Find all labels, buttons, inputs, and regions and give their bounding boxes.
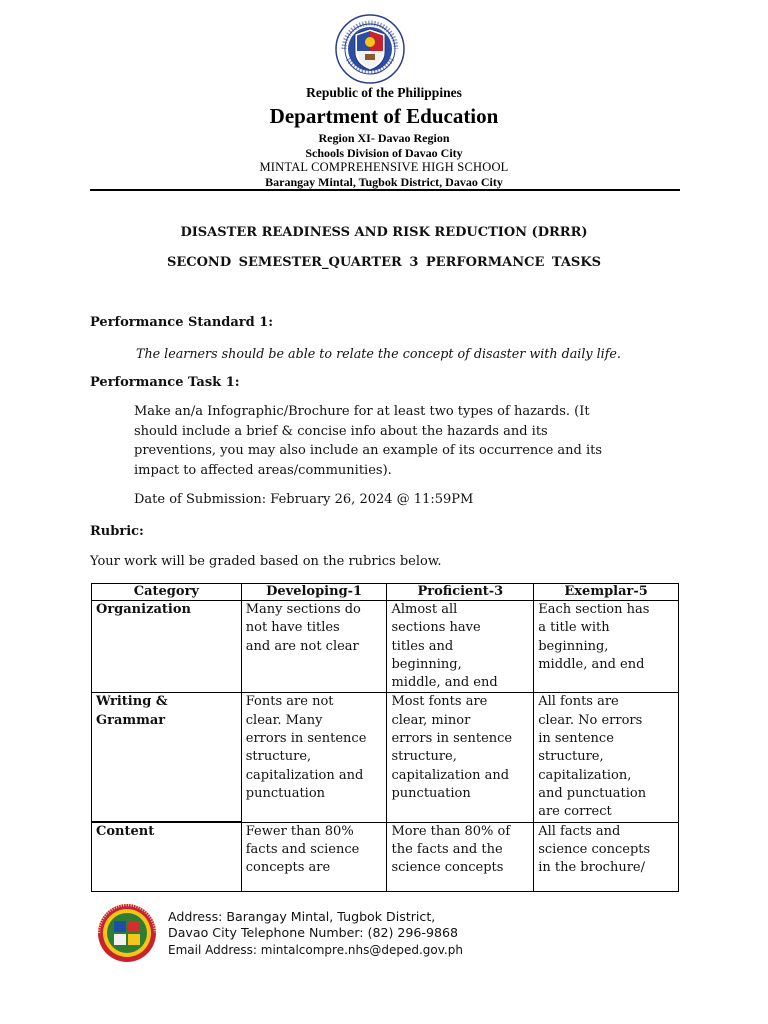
standard-text: The learners should be able to relate the concept of disaster with daily life. <box>136 346 621 361</box>
cell-line: middle, and end <box>538 656 645 672</box>
exemplar-cell <box>534 822 679 891</box>
rubric-intro: Your work will be graded based on the rubrics below. <box>90 554 442 569</box>
cell-line: capitalization and <box>245 767 364 783</box>
proficient-cell <box>387 822 534 891</box>
cell-line: All facts and <box>538 823 621 839</box>
task-label: Performance Task 1: <box>90 375 240 390</box>
department-heading: Department of Education <box>269 104 499 128</box>
cell-line: capitalization and <box>391 767 510 783</box>
school-seal-icon <box>97 903 157 963</box>
cell-line: in the brochure/ <box>538 860 645 876</box>
standard-label: Performance Standard 1: <box>90 315 274 330</box>
cell-line: Organization <box>96 602 191 617</box>
cell-line: punctuation <box>391 785 471 801</box>
cell-line: Many sections do <box>245 602 361 617</box>
cell-line: Almost all <box>391 602 458 617</box>
cell-line: the facts and the <box>391 841 503 857</box>
task-line: impact to affected areas/communities). <box>134 463 392 479</box>
cell-line: clear, minor <box>391 712 471 728</box>
document-title: DISASTER READINESS AND RISK REDUCTION (DRRR) <box>180 225 588 240</box>
cell-line: are correct <box>538 804 612 820</box>
cell-line: science concepts <box>538 841 651 857</box>
school-address-line: Barangay Mintal, Tugbok District, Davao City <box>265 175 503 189</box>
category-cell <box>92 601 242 693</box>
cell-line: a title with <box>538 620 610 636</box>
proficient-cell <box>387 693 534 822</box>
header-divider <box>90 189 680 191</box>
rubric-label: Rubric: <box>90 524 144 539</box>
republic-heading: Republic of the Philippines <box>306 85 462 100</box>
cell-line: clear. No errors <box>538 712 643 728</box>
cell-line: beginning, <box>391 656 462 672</box>
header-developing: Developing-1 <box>241 584 387 601</box>
header-exemplar: Exemplar-5 <box>534 584 679 601</box>
cell-line: Most fonts are <box>391 694 488 710</box>
submission-date: Date of Submission: February 26, 2024 @ 11:59PM <box>134 492 474 507</box>
header-proficient: Proficient-3 <box>387 584 534 601</box>
developing-cell <box>241 601 387 693</box>
cell-line: science concepts <box>391 860 504 876</box>
exemplar-cell <box>534 601 679 693</box>
cell-line: structure, <box>538 749 604 765</box>
task-line: Make an/a Infographic/Brochure for at least two types of hazards. (It <box>134 404 590 419</box>
task-line: should include a brief & concise info about the hazards and its <box>134 423 548 439</box>
division-line: Schools Division of Davao City <box>305 146 463 160</box>
exemplar-cell <box>534 693 679 822</box>
cell-line: capitalization, <box>538 767 632 783</box>
table-row <box>92 693 679 822</box>
rubric-table <box>91 583 679 892</box>
task-line: preventions, you may also include an example of its occurrence and its <box>134 443 603 459</box>
table-row <box>92 822 679 891</box>
cell-line: Writing & <box>96 694 168 710</box>
cell-line: titles and <box>391 638 454 654</box>
cell-line: clear. Many <box>245 712 323 728</box>
cell-line: Fewer than 80% <box>245 823 354 839</box>
footer-address: Address: Barangay Mintal, Tugbok District, <box>168 909 436 924</box>
cell-line: in sentence <box>538 731 614 747</box>
cell-line: punctuation <box>245 785 326 801</box>
deped-seal-icon <box>335 14 405 84</box>
cell-line: not have titles <box>245 620 340 636</box>
cell-line: middle, and end <box>391 675 498 691</box>
cell-line: Fonts are not <box>245 694 334 710</box>
cell-line: errors in sentence <box>245 731 367 747</box>
school-name: MINTAL COMPREHENSIVE HIGH SCHOOL <box>259 160 509 174</box>
footer-telephone: Davao City Telephone Number: (82) 296-9868 <box>168 925 459 940</box>
cell-line: Grammar <box>96 712 166 728</box>
cell-line: Each section has <box>538 602 650 617</box>
cell-line: concepts are <box>245 860 331 876</box>
category-cell <box>92 822 242 891</box>
cell-line: and are not clear <box>245 638 359 654</box>
document-subtitle: SECOND SEMESTER_QUARTER 3 PERFORMANCE TASKS <box>166 255 602 270</box>
cell-line: structure, <box>245 749 312 765</box>
proficient-cell <box>387 601 534 693</box>
cell-line: facts and science <box>245 841 360 857</box>
task-description <box>134 402 679 481</box>
cell-line: errors in sentence <box>391 731 513 747</box>
cell-line: More than 80% of <box>391 823 511 839</box>
category-cell <box>92 693 242 822</box>
cell-line: and punctuation <box>538 785 647 801</box>
rubric-header-row <box>92 584 679 601</box>
cell-line: beginning, <box>538 638 609 654</box>
table-row <box>92 601 679 693</box>
footer-email: Email Address: mintalcompre.nhs@deped.gov.ph <box>168 943 463 957</box>
developing-cell <box>241 822 387 891</box>
cell-line: All fonts are <box>538 694 619 710</box>
cell-line: structure, <box>391 749 457 765</box>
cell-line: Content <box>96 824 155 840</box>
region-line: Region XI- Davao Region <box>318 131 450 145</box>
cell-line: sections have <box>391 620 481 636</box>
header-category: Category <box>92 584 242 601</box>
developing-cell <box>241 693 387 822</box>
